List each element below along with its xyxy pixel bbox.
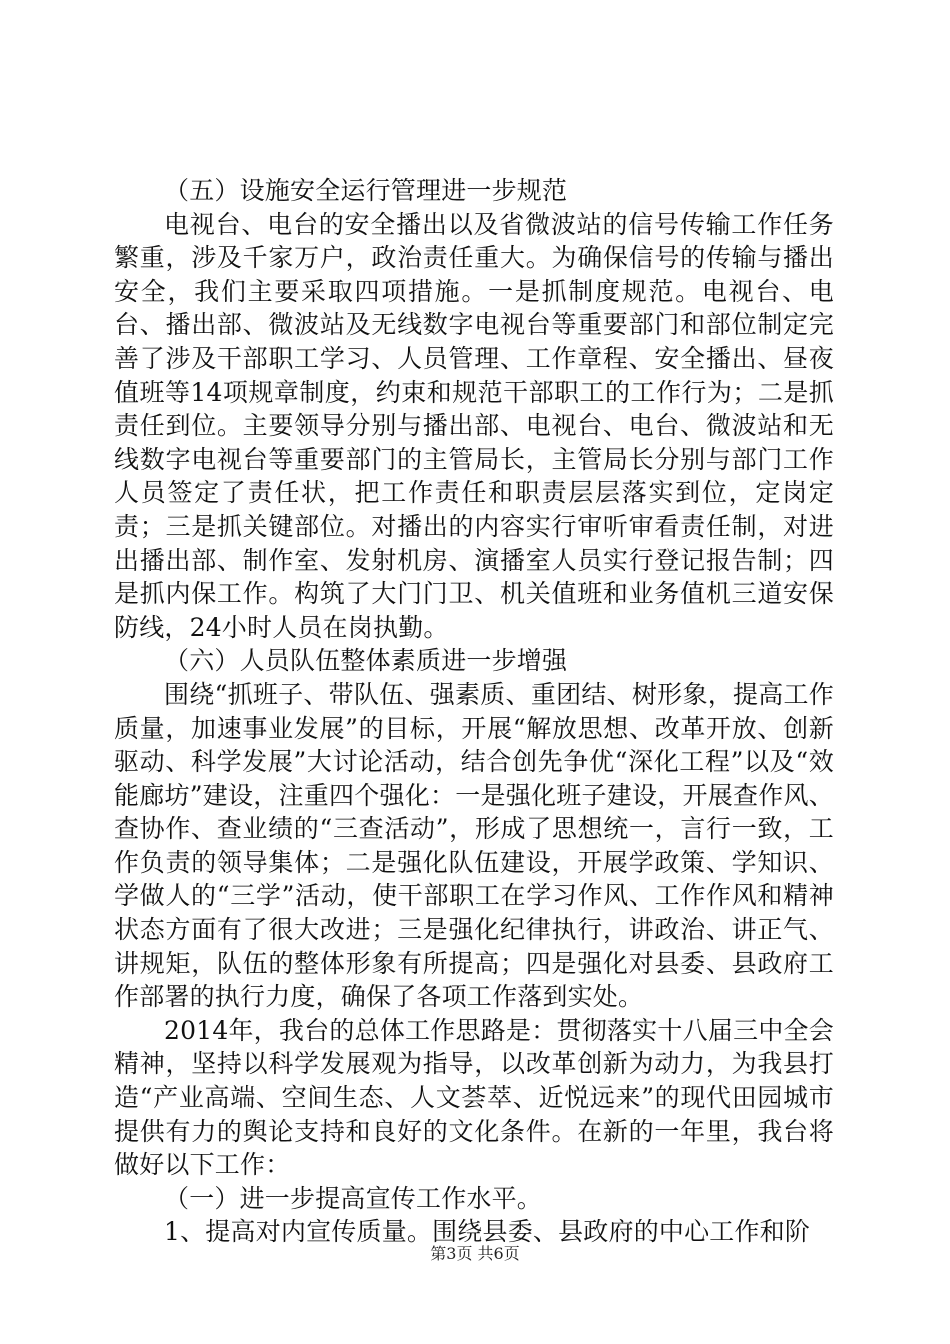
section-heading-one: （一）进一步提高宣传工作水平。 <box>164 1183 543 1213</box>
document-body <box>114 174 834 1249</box>
body-paragraph-team: 围绕“抓班子、带队伍、强素质、重团结、树形象，提高工作质量，加速事业发展”的目标，开展“解放思想、改革开放、创新驱动、科学发展”大讨论活动，结合创先争优“深化工程”以及“效能廊坊”建设，注重四个强化：一是强化班子建设，开展查作风、查协作、查业绩的“三查活动”，形成了思想统一，言行一致，工作负责的领导集体；二是强化队伍建设，开展学政策、学知识、学做人的“三学”活动，使干部职工在学习作风、工作作风和精神状态方面有了很大改进；三是强化纪律执行，讲政治、讲正气、讲规矩，队伍的整体形象有所提高；四是强化对县委、县政府工作部署的执行力度，确保了各项工作落到实处。 <box>114 679 834 1012</box>
body-paragraph-safety: 电视台、电台的安全播出以及省微波站的信号传输工作任务繁重，涉及千家万户，政治责任重大。为确保信号的传输与播出安全，我们主要采取四项措施。一是抓制度规范。电视台、电台、播出部、微波站及无线数字电视台等重要部门和部位制定完善了涉及干部职工学习、人员管理、工作章程、安全播出、昼夜值班等14项规章制度，约束和规范干部职工的工作行为；二是抓责任到位。主要领导分别与播出部、电视台、电台、微波站和无线数字电视台等重要部门的主管局长，主管局长分别与部门工作人员签定了责任状，把工作责任和职责层层落实到位，定岗定责；三是抓关键部位。对播出的内容实行审听审看责任制，对进出播出部、制作室、发射机房、演播室人员实行登记报告制；四是抓内保工作。构筑了大门门卫、机关值班和业务值机三道安保防线，24小时人员在岗执勤。 <box>114 209 834 642</box>
section-heading-five: （五）设施安全运行管理进一步规范 <box>164 176 568 205</box>
body-paragraph-item-1: 1、提高对内宣传质量。围绕县委、县政府的中心工作和阶 <box>164 1217 811 1247</box>
page-number-footer: 第3页 共6页 <box>430 1244 520 1263</box>
section-heading-six: （六）人员队伍整体素质进一步增强 <box>164 646 568 676</box>
body-paragraph-plan-2014: 2014年，我台的总体工作思路是：贯彻落实十八届三中全会精神，坚持以科学发展观为指导，以改革创新为动力，为我县打造“产业高端、空间生态、人文荟萃、近悦远来”的现代田园城市提供有力的舆论支持和良好的文化条件。在新的一年里，我台将做好以下工作： <box>114 1015 834 1180</box>
